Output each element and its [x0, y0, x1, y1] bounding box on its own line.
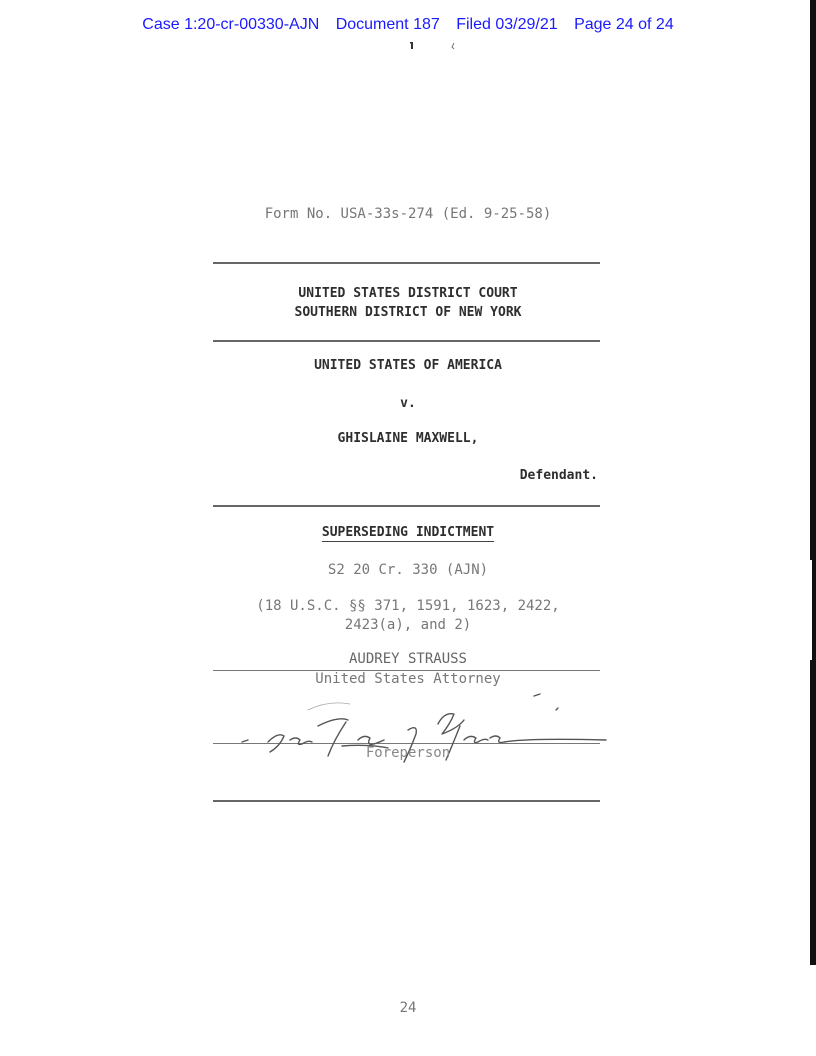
attorney-name: AUDREY STRAUSS: [348, 651, 467, 667]
court-name-line2: SOUTHERN DISTRICT OF NEW YORK: [294, 305, 522, 320]
statutes-line1: (18 U.S.C. §§ 371, 1591, 1623, 2422,: [256, 598, 560, 614]
defendant-name: GHISLAINE MAXWELL,: [337, 431, 479, 446]
foreperson-label: Foreperson: [365, 745, 451, 761]
divider: [213, 340, 600, 342]
form-number: Form No. USA-33s-274 (Ed. 9-25-58): [264, 206, 552, 222]
plaintiff-name: UNITED STATES OF AMERICA: [314, 358, 502, 373]
divider: [213, 800, 600, 802]
versus: v.: [400, 396, 416, 411]
statutes-line2: 2423(a), and 2): [344, 617, 472, 633]
attorney-title: United States Attorney: [315, 671, 501, 687]
indictment-title: [0, 525, 816, 540]
statutes: [0, 597, 816, 635]
defendant-label: Defendant.: [519, 468, 598, 483]
divider: [213, 262, 600, 264]
scan-specks: [408, 40, 468, 52]
divider: [213, 505, 600, 507]
docket-header: [0, 16, 816, 34]
filed-date-header: Filed 03/29/21: [456, 16, 558, 33]
case-number-header: Case 1:20-cr-00330-AJN: [142, 16, 320, 33]
court-name: [0, 284, 816, 322]
document-number-header: Document 187: [335, 16, 440, 33]
indictment-case-number: S2 20 Cr. 330 (AJN): [327, 562, 489, 578]
court-name-line1: UNITED STATES DISTRICT COURT: [298, 286, 518, 301]
indictment-title-text: SUPERSEDING INDICTMENT: [321, 525, 495, 540]
page-number: 24: [399, 1000, 417, 1016]
scan-edge-shadow: [810, 0, 816, 965]
page-count-header: Page 24 of 24: [574, 16, 674, 33]
